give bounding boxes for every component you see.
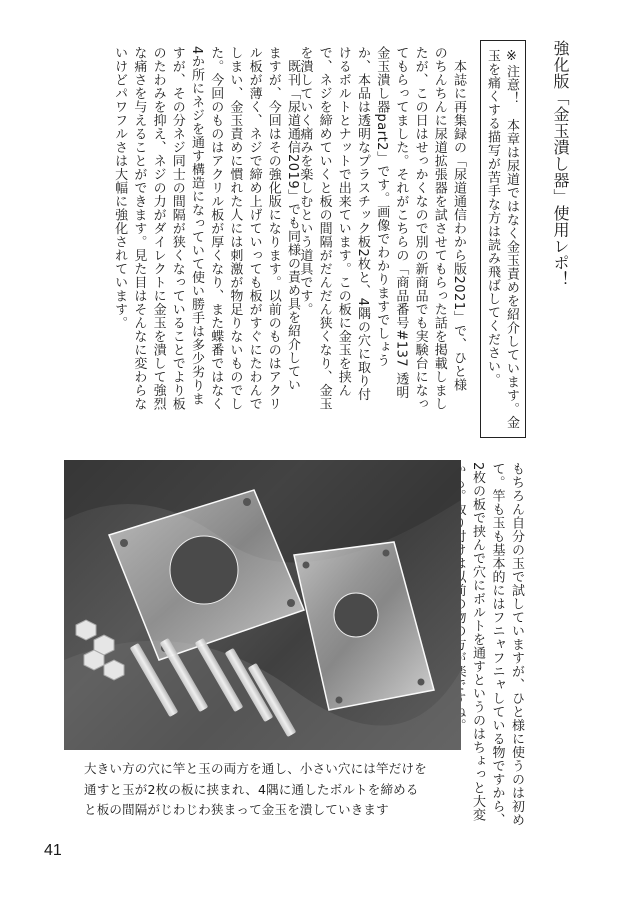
- body-line: のたわみを抑え、ネジの力がダイレクトに金玉を潰して強烈: [150, 46, 166, 411]
- body-line: で、ネジを締めていくと板の間隔がだんだん狭くなり、金玉: [316, 46, 332, 411]
- body-line: を潰していく痛みを楽しむという道具です。: [297, 46, 313, 316]
- caption-line: 大きい方の穴に竿と玉の両方を通し、小さい穴には竿だけを: [84, 761, 427, 776]
- notice-line: 玉を痛くする描写が苦手な方は読み飛ばしてください。: [485, 49, 500, 387]
- body-line: た。今回のものはアクリル板が厚くなり、また蝶番ではなく: [208, 46, 224, 411]
- body-line: 既刊「尿道通信2019」でも同様の責め具を紹介してい: [285, 46, 300, 392]
- body-line: しまい、金玉責めに慣れた人には刺激が物足りないものでし: [227, 46, 243, 411]
- body-line: たが、この日はせっかくなので別の新商品でも実験台になっ: [412, 46, 428, 411]
- body-line: もちろん自分の玉で試していますが、ひと様に使うのは初め: [509, 462, 524, 827]
- body-line: な痛さを与えることができます。見た目はそんなに変わらな: [131, 46, 147, 411]
- body-line: 金玉潰し器part2」です。画像でわかりますでしょう: [374, 46, 390, 367]
- product-photo: [64, 460, 461, 750]
- caption-line: と板の間隔がじわじわ狭まって金玉を潰していきます: [84, 802, 389, 817]
- body-line: 2枚の板で挟んで穴にボルトを通すというのはちょっと大変: [470, 462, 485, 822]
- body-line: ル板が薄く、ネジで締め上げていっても板がすぐにたわんで: [246, 46, 262, 411]
- body-line: てもらってました。それがこちらの「商品番号#137 透明: [393, 46, 409, 399]
- body-line: ますが、今回はその強化版になります。以前のものはアクリ: [265, 46, 281, 411]
- warning-notice-box: [480, 40, 526, 438]
- body-line: 本誌に再集録の「尿道通信わから版2021」で、ひと様: [451, 46, 466, 392]
- photo-caption: [84, 759, 484, 821]
- body-line: すが、その分ネジ同士の間隔が狭くなっていることでより板: [169, 46, 185, 411]
- warning-notice-text: [483, 49, 521, 429]
- body-line: か、本品は透明なプラスチック板2枚と、4隅の穴に取り付: [354, 46, 370, 402]
- page-title: 強化版「金玉潰し器」使用レポ！: [551, 40, 570, 288]
- body-line: のちんちんに尿道拡張器を試させてもらった話を掲載しまし: [431, 46, 447, 411]
- acrylic-plates-illustration: [64, 460, 461, 750]
- body-line: 4か所にネジを通す構造になっていて使い勝手は多少劣りま: [188, 46, 204, 406]
- body-line: けるボルトとナットで出来ています。この板に金玉を挟ん: [335, 46, 351, 397]
- page-number: 41: [44, 842, 62, 859]
- body-paragraph-1: [295, 46, 468, 411]
- body-paragraph-2: [110, 46, 302, 411]
- notice-line: ※注意！ 本章は尿道ではなく金玉責めを紹介しています。金: [504, 49, 519, 429]
- caption-line: 通すと玉が2枚の板に挟まれ、4隅に通したボルトを締める: [84, 781, 419, 797]
- body-line: いけどパワフルさは大幅に強化されています。: [112, 46, 128, 330]
- body-line: て。竿も玉も基本的にはフニャフニャしている物ですから、: [489, 462, 505, 827]
